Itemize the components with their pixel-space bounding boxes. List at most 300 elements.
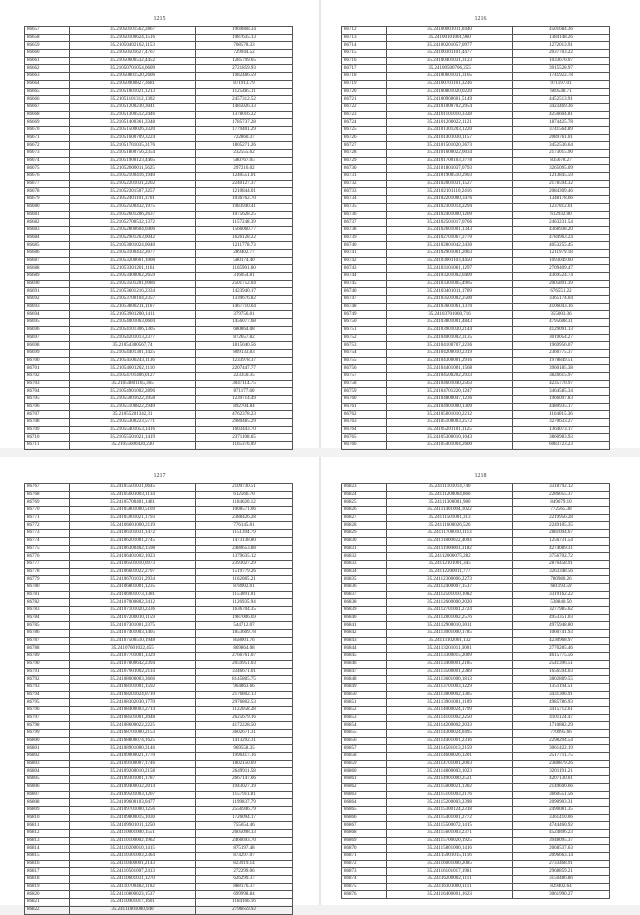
coordinate-cell: 35.21055201342,31 <box>70 411 196 419</box>
amount-cell: 4501684.36 <box>513 27 610 35</box>
coordinate-cell: 35.24103901030,2144 <box>387 326 513 334</box>
amount-cell: 1157911.81 <box>196 791 293 799</box>
coordinate-cell: 35.24115801000,1416 <box>387 845 513 853</box>
table-row <box>342 537 610 545</box>
amount-cell: 1656594.03 <box>513 668 610 676</box>
coordinate-cell: 35.21050701054,0609 <box>70 65 196 73</box>
coordinate-cell: 35.21052601206,2637 <box>70 211 196 219</box>
row-id-cell: 86791 <box>25 668 70 676</box>
coordinate-cell: 35.24108400003,2714 <box>70 706 196 714</box>
table-row <box>342 234 610 242</box>
amount-cell: 3915528.97 <box>513 65 610 73</box>
amount-cell: 2298294.54 <box>513 737 610 745</box>
table-row <box>342 57 610 65</box>
amount-cell: 1285799.65 <box>196 57 293 65</box>
row-id-cell: 86692 <box>25 296 70 304</box>
row-id-cell: 86778 <box>25 568 70 576</box>
page-1218 <box>321 457 640 905</box>
table-row <box>342 273 610 281</box>
amount-cell: 544712.07 <box>196 622 293 630</box>
amount-cell: 1969868.34 <box>196 27 293 35</box>
coordinate-cell: 35.24114401001,2316 <box>387 737 513 745</box>
amount-cell: 1033670.07 <box>513 57 610 65</box>
row-id-cell: 86848 <box>342 676 387 684</box>
amount-cell: 4452513.91 <box>513 96 610 104</box>
amount-cell: 1456077.68 <box>196 319 293 327</box>
coordinate-cell: 35.24115000021,1302 <box>387 783 513 791</box>
table-row <box>342 111 610 119</box>
amount-cell: 849679.10 <box>513 499 610 507</box>
coordinate-cell: 35.24104001002,3135 <box>387 334 513 342</box>
table-row <box>25 599 293 607</box>
table-row <box>25 211 293 219</box>
coordinate-cell: 35.21054601202,1110 <box>70 365 196 373</box>
coordinate-cell: 35.24106501010,0973 <box>70 560 196 568</box>
amount-cell: 316054.81 <box>196 273 293 281</box>
coordinate-cell: 35.24112101001,345 <box>387 560 513 568</box>
amount-cell: 1239714.49 <box>196 396 293 404</box>
row-id-cell: 86874 <box>342 876 387 884</box>
coordinate-cell: 35.21054500243,1136 <box>70 357 196 365</box>
amount-cell: 3346671.01 <box>196 668 293 676</box>
table-row <box>342 599 610 607</box>
coordinate-cell: 35.24102101110,2416 <box>387 188 513 196</box>
coordinate-cell: 35.24113201011,3001 <box>387 645 513 653</box>
amount-cell: 4053255.45 <box>513 242 610 250</box>
table-row <box>342 426 610 434</box>
amount-cell: 2463231.54 <box>513 219 610 227</box>
row-id-cell: 86758 <box>342 380 387 388</box>
table-row <box>25 334 293 342</box>
amount-cell: 1165901.60 <box>196 265 293 273</box>
table-row <box>342 211 610 219</box>
table-row <box>342 80 610 88</box>
amount-cell: 681193.59 <box>513 583 610 591</box>
row-id-cell: 86685 <box>25 242 70 250</box>
amount-cell: 2059951.03 <box>196 660 293 668</box>
table-row <box>342 776 610 784</box>
table-row <box>25 699 293 707</box>
amount-cell: 3150486.86 <box>513 876 610 884</box>
coordinate-cell: 35.24108000003,3666 <box>70 676 196 684</box>
amount-cell: 871177.60 <box>196 388 293 396</box>
row-id-cell: 86669 <box>25 119 70 127</box>
table-row <box>342 530 610 538</box>
amount-cell: 1184166.16 <box>196 899 293 907</box>
amount-cell: 4524896.23 <box>513 829 610 837</box>
amount-cell: 888176.37 <box>196 883 293 891</box>
amount-cell: 878902.01 <box>196 583 293 591</box>
row-id-cell: 86724 <box>342 119 387 127</box>
row-id-cell: 86738 <box>342 226 387 234</box>
coordinate-cell: 35.21052301507,3257 <box>70 188 196 196</box>
coordinate-cell: 35.21052800604,0406 <box>70 226 196 234</box>
table-row <box>25 126 293 134</box>
table-row <box>342 349 610 357</box>
row-id-cell: 86712 <box>342 27 387 35</box>
amount-cell: 1126935.94 <box>196 599 293 607</box>
coordinate-cell: 35.21052201031,2202 <box>70 180 196 188</box>
row-id-cell: 86679 <box>25 196 70 204</box>
coordinate-cell: 35.21054801165,365 <box>70 380 196 388</box>
amount-cell: 1339676.82 <box>196 296 293 304</box>
amount-cell: 3464585.34 <box>513 388 610 396</box>
row-id-cell: 86686 <box>25 249 70 257</box>
row-id-cell: 86749 <box>342 311 387 319</box>
amount-cell: 1626128.22 <box>196 234 293 242</box>
table-row <box>342 753 610 761</box>
amount-cell: 1237812.61 <box>513 203 610 211</box>
coordinate-cell: 35.24100601031,3105 <box>387 73 513 81</box>
amount-cell: 1566060.77 <box>196 226 293 234</box>
coordinate-cell: 35.24105300010,1043 <box>387 434 513 442</box>
row-id-cell: 86701 <box>25 365 70 373</box>
table-row <box>25 676 293 684</box>
row-id-cell: 86691 <box>25 288 70 296</box>
table-row <box>25 691 293 699</box>
amount-cell: 1485026.33 <box>196 103 293 111</box>
page-number: 1217 <box>153 473 166 479</box>
amount-cell: 809133.83 <box>196 349 293 357</box>
table-row <box>25 219 293 227</box>
row-id-cell: 86752 <box>342 334 387 342</box>
row-id-cell: 86688 <box>25 265 70 273</box>
table-row <box>25 365 293 373</box>
amount-cell: 1969956.07 <box>513 342 610 350</box>
coordinate-cell: 35.21051701035,3176 <box>70 142 196 150</box>
amount-cell: 858001.76 <box>196 637 293 645</box>
row-id-cell: 86667 <box>25 103 70 111</box>
amount-cell: 3415712.61 <box>513 706 610 714</box>
row-id-cell: 86675 <box>25 165 70 173</box>
coordinate-cell: 35.24106001000,2119 <box>70 522 196 530</box>
amount-cell: 1966097.83 <box>513 396 610 404</box>
amount-cell: 969558.35 <box>196 745 293 753</box>
row-id-cell: 86781 <box>25 591 70 599</box>
table-row <box>25 507 293 515</box>
coordinate-cell: 35.21052700532,1372 <box>70 219 196 227</box>
row-id-cell: 86680 <box>25 203 70 211</box>
coordinate-cell: 35.21051200230,3041 <box>70 103 196 111</box>
table-row <box>25 576 293 584</box>
coordinate-cell: 35.24116101017,1981 <box>387 868 513 876</box>
coordinate-cell: 35.21051500026,3320 <box>70 126 196 134</box>
table-row <box>25 226 293 234</box>
coordinate-cell: 35.24112300006,2273 <box>387 576 513 584</box>
coordinate-cell: 35.21053501201,0986 <box>70 280 196 288</box>
table-row <box>342 560 610 568</box>
amount-cell: 1157248.39 <box>196 219 293 227</box>
coordinate-cell: 35.24105801000,5169 <box>70 507 196 515</box>
coordinate-cell: 35.21052401101,3701 <box>70 196 196 204</box>
amount-cell: 2149600.66 <box>513 783 610 791</box>
coordinate-cell: 35.24109301001,1787 <box>70 776 196 784</box>
table-row <box>25 668 293 676</box>
coordinate-cell: 35.24105501031,0645 <box>70 484 196 492</box>
amount-cell: 3423469.36 <box>513 103 610 111</box>
coordinate-cell: 35.21050501627,4767 <box>70 50 196 58</box>
row-id-cell: 86851 <box>342 699 387 707</box>
table-row <box>25 173 293 181</box>
amount-cell: 1779401.29 <box>196 126 293 134</box>
table-row <box>25 203 293 211</box>
amount-cell: 2176802.13 <box>196 691 293 699</box>
table-row <box>342 814 610 822</box>
table-row <box>25 806 293 814</box>
amount-cell: 2541396.51 <box>513 660 610 668</box>
amount-cell: 2089761.01 <box>513 134 610 142</box>
row-id-cell: 86844 <box>342 645 387 653</box>
amount-cell: 4172228.50 <box>196 722 293 730</box>
coordinate-cell: 35.24109400032,2014 <box>70 783 196 791</box>
coordinate-cell: 35.24112501010,1082 <box>387 591 513 599</box>
table-row <box>342 660 610 668</box>
amount-cell: 4256604.81 <box>513 111 610 119</box>
coordinate-cell: 35.21055600420,230 <box>70 442 196 450</box>
amount-cell: 1987635.13 <box>196 34 293 42</box>
table-row <box>25 396 293 404</box>
coordinate-cell: 35.24109701000,1256 <box>70 806 196 814</box>
table-row <box>25 799 293 807</box>
row-id-cell: 86740 <box>342 242 387 250</box>
amount-cell: 3277985.62 <box>513 607 610 615</box>
row-id-cell: 86737 <box>342 219 387 227</box>
row-id-cell: 86801 <box>25 745 70 753</box>
amount-cell: 1384148.26 <box>513 34 610 42</box>
table-row <box>25 553 293 561</box>
row-id-cell: 86658 <box>25 34 70 42</box>
coordinate-cell: 35.24105700401,1481 <box>70 499 196 507</box>
coordinate-cell: 35.24116200002,1111 <box>387 876 513 884</box>
table-row <box>25 683 293 691</box>
coordinate-cell: 35.21050100624,1516 <box>70 34 196 42</box>
row-id-cell: 86755 <box>342 357 387 365</box>
coordinate-cell: 35.24111900001,3182 <box>387 545 513 553</box>
amount-cell: 2207447.77 <box>196 365 293 373</box>
amount-cell: 2721859.93 <box>196 65 293 73</box>
table-row <box>25 530 293 538</box>
table-row <box>342 845 610 853</box>
amount-cell: 3019054.27 <box>513 334 610 342</box>
amount-cell: 4762378.23 <box>196 411 293 419</box>
amount-cell: 1978849.51 <box>513 357 610 365</box>
page-1216 <box>321 0 640 448</box>
row-id-cell: 86824 <box>342 491 387 499</box>
table-row <box>25 257 293 265</box>
coordinate-cell: 35.21055100822,2940 <box>70 403 196 411</box>
table-row <box>342 65 610 73</box>
row-id-cell: 86828 <box>342 522 387 530</box>
table-row <box>342 365 610 373</box>
amount-cell: 3802889.55 <box>513 676 610 684</box>
amount-cell: 4615775.56 <box>513 653 610 661</box>
table-row <box>342 522 610 530</box>
row-id-cell: 86697 <box>25 334 70 342</box>
row-id-cell: 86662 <box>25 65 70 73</box>
coordinate-cell: 35.24103601061,1370 <box>387 303 513 311</box>
amount-cell: 1423940.17 <box>196 288 293 296</box>
row-id-cell: 86706 <box>25 403 70 411</box>
coordinate-cell: 35.24112701001,2724 <box>387 607 513 615</box>
table-row <box>25 119 293 127</box>
table-row <box>342 622 610 630</box>
row-id-cell: 86676 <box>25 173 70 181</box>
row-id-cell: 86715 <box>342 50 387 58</box>
coordinate-cell: 35.24115300124,2318 <box>387 806 513 814</box>
table-row <box>342 326 610 334</box>
coordinate-cell: 35.24103201002,0409 <box>387 273 513 281</box>
row-id-cell: 86807 <box>25 791 70 799</box>
table-row <box>25 249 293 257</box>
row-id-cell: 86826 <box>342 507 387 515</box>
amount-cell: 823919.14 <box>196 860 293 868</box>
coordinate-cell: 35.24101801037,0793 <box>387 165 513 173</box>
amount-cell: 829402.64 <box>513 883 610 891</box>
coordinate-cell: 35.24100301101,4477 <box>387 50 513 58</box>
row-id-cell: 86694 <box>25 311 70 319</box>
amount-cell: 780980.26 <box>513 576 610 584</box>
coordinate-cell: 35.24109100007,1746 <box>70 760 196 768</box>
coordinate-cell: 35.24113400001,2185 <box>387 660 513 668</box>
coordinate-cell: 35.24106901073,1381 <box>70 591 196 599</box>
coordinate-cell: 35.21053601216,2334 <box>70 288 196 296</box>
table-row <box>342 288 610 296</box>
row-id-cell: 86852 <box>342 706 387 714</box>
table-row <box>342 822 610 830</box>
table-row <box>25 637 293 645</box>
amount-cell: 1996417.16 <box>196 753 293 761</box>
row-id-cell: 86846 <box>342 660 387 668</box>
spread-top <box>0 0 640 448</box>
table-row <box>25 829 293 837</box>
row-id-cell: 86725 <box>342 126 387 134</box>
coordinate-cell: 35.21054300567,74 <box>70 342 196 350</box>
coordinate-cell: 35.24100101001,960 <box>387 34 513 42</box>
row-id-cell: 86663 <box>25 73 70 81</box>
coordinate-cell: 35.24109200010,2158 <box>70 768 196 776</box>
coordinate-cell: 35.24112600000,2020 <box>387 599 513 607</box>
coordinate-cell: 35.21053100432,2077 <box>70 249 196 257</box>
amount-cell: 4235770.97 <box>513 380 610 388</box>
coordinate-cell: 35.21052000011,5625 <box>70 165 196 173</box>
table-row <box>25 57 293 65</box>
amount-cell: 2556946.79 <box>196 806 293 814</box>
row-id-cell: 86673 <box>25 150 70 158</box>
coordinate-cell: 35.24111401004,1022 <box>387 507 513 515</box>
row-id-cell: 86731 <box>342 173 387 181</box>
table-row <box>25 288 293 296</box>
coordinate-cell: 35.24104300001,2916 <box>387 357 513 365</box>
amount-cell: 1853609.78 <box>196 630 293 638</box>
table-row <box>25 484 293 492</box>
table-row <box>342 188 610 196</box>
coordinate-cell: 35.24116001000,2085 <box>387 860 513 868</box>
amount-cell: 871913.79 <box>196 80 293 88</box>
row-id-cell: 86670 <box>25 126 70 134</box>
row-id-cell: 86702 <box>25 372 70 380</box>
coordinate-cell: 35.21052901263,0042 <box>70 234 196 242</box>
table-row <box>25 434 293 442</box>
row-id-cell: 86811 <box>25 822 70 830</box>
table-row <box>342 419 610 427</box>
table-row <box>342 783 610 791</box>
table-row <box>342 806 610 814</box>
row-id-cell: 86818 <box>25 876 70 884</box>
table-row <box>342 311 610 319</box>
table-row <box>342 883 610 891</box>
row-id-cell: 86727 <box>342 142 387 150</box>
coordinate-cell: 35.21053800211,1167 <box>70 303 196 311</box>
amount-cell: 1162085.21 <box>196 576 293 584</box>
coordinate-cell: 35.21052100416,1940 <box>70 173 196 181</box>
amount-cell: 3860983.93 <box>513 434 610 442</box>
amount-cell: 3365174.04 <box>513 296 610 304</box>
coordinate-cell: 35.24114800003,1023 <box>387 768 513 776</box>
amount-cell: 2976802.53 <box>196 699 293 707</box>
row-id-cell: 86871 <box>342 853 387 861</box>
row-id-cell: 86745 <box>342 280 387 288</box>
table-row <box>342 173 610 181</box>
amount-cell: 3741564.89 <box>513 126 610 134</box>
table-row <box>342 142 610 150</box>
amount-cell: 3265095.09 <box>513 165 610 173</box>
table-row <box>342 514 610 522</box>
table-row <box>342 380 610 388</box>
coordinate-cell: 35.24102301014,2294 <box>387 203 513 211</box>
row-id-cell: 86780 <box>25 583 70 591</box>
coordinate-cell: 35.24114701001,2003 <box>387 760 513 768</box>
amount-cell: 2709409.47 <box>513 265 610 273</box>
coordinate-cell: 35.24107200010,1159 <box>70 614 196 622</box>
table-row <box>25 303 293 311</box>
row-id-cell: 86797 <box>25 714 70 722</box>
table-row <box>25 442 293 450</box>
amount-cell: 1473138.80 <box>196 537 293 545</box>
table-row <box>342 760 610 768</box>
table-row <box>25 403 293 411</box>
coordinate-cell: 35.24104800047,1236 <box>387 396 513 404</box>
coordinate-cell: 35.24102801042,3430 <box>387 242 513 250</box>
row-id-cell: 86657 <box>25 27 70 35</box>
row-id-cell: 86736 <box>342 211 387 219</box>
table-row <box>342 607 610 615</box>
coordinate-cell: 35.24103501002,2500 <box>387 296 513 304</box>
row-id-cell: 86820 <box>25 891 70 899</box>
amount-cell: 1802150.69 <box>196 760 293 768</box>
row-id-cell: 86817 <box>25 868 70 876</box>
table-row <box>342 334 610 342</box>
amount-cell: 1785737.28 <box>196 119 293 127</box>
coordinate-cell: 35.24110501007,2413 <box>70 868 196 876</box>
amount-cell: 1364073.17 <box>513 426 610 434</box>
row-id-cell: 86794 <box>25 691 70 699</box>
table-row <box>342 249 610 257</box>
table-row <box>342 553 610 561</box>
coordinate-cell: 35.24107601022,455 <box>70 645 196 653</box>
coordinate-cell: 35.24111200064,866 <box>387 491 513 499</box>
table-row <box>342 226 610 234</box>
table-row <box>342 157 610 165</box>
amount-cell: 1184620.12 <box>196 499 293 507</box>
table-row <box>25 357 293 365</box>
amount-cell: 3061422.19 <box>513 745 610 753</box>
amount-cell: 2490081.35 <box>513 806 610 814</box>
row-id-cell: 86819 <box>25 883 70 891</box>
amount-cell: 4369524.74 <box>513 273 610 281</box>
table-row <box>25 319 293 327</box>
coordinate-cell: 35.24101401030,1157 <box>387 134 513 142</box>
row-id-cell: 86704 <box>25 388 70 396</box>
